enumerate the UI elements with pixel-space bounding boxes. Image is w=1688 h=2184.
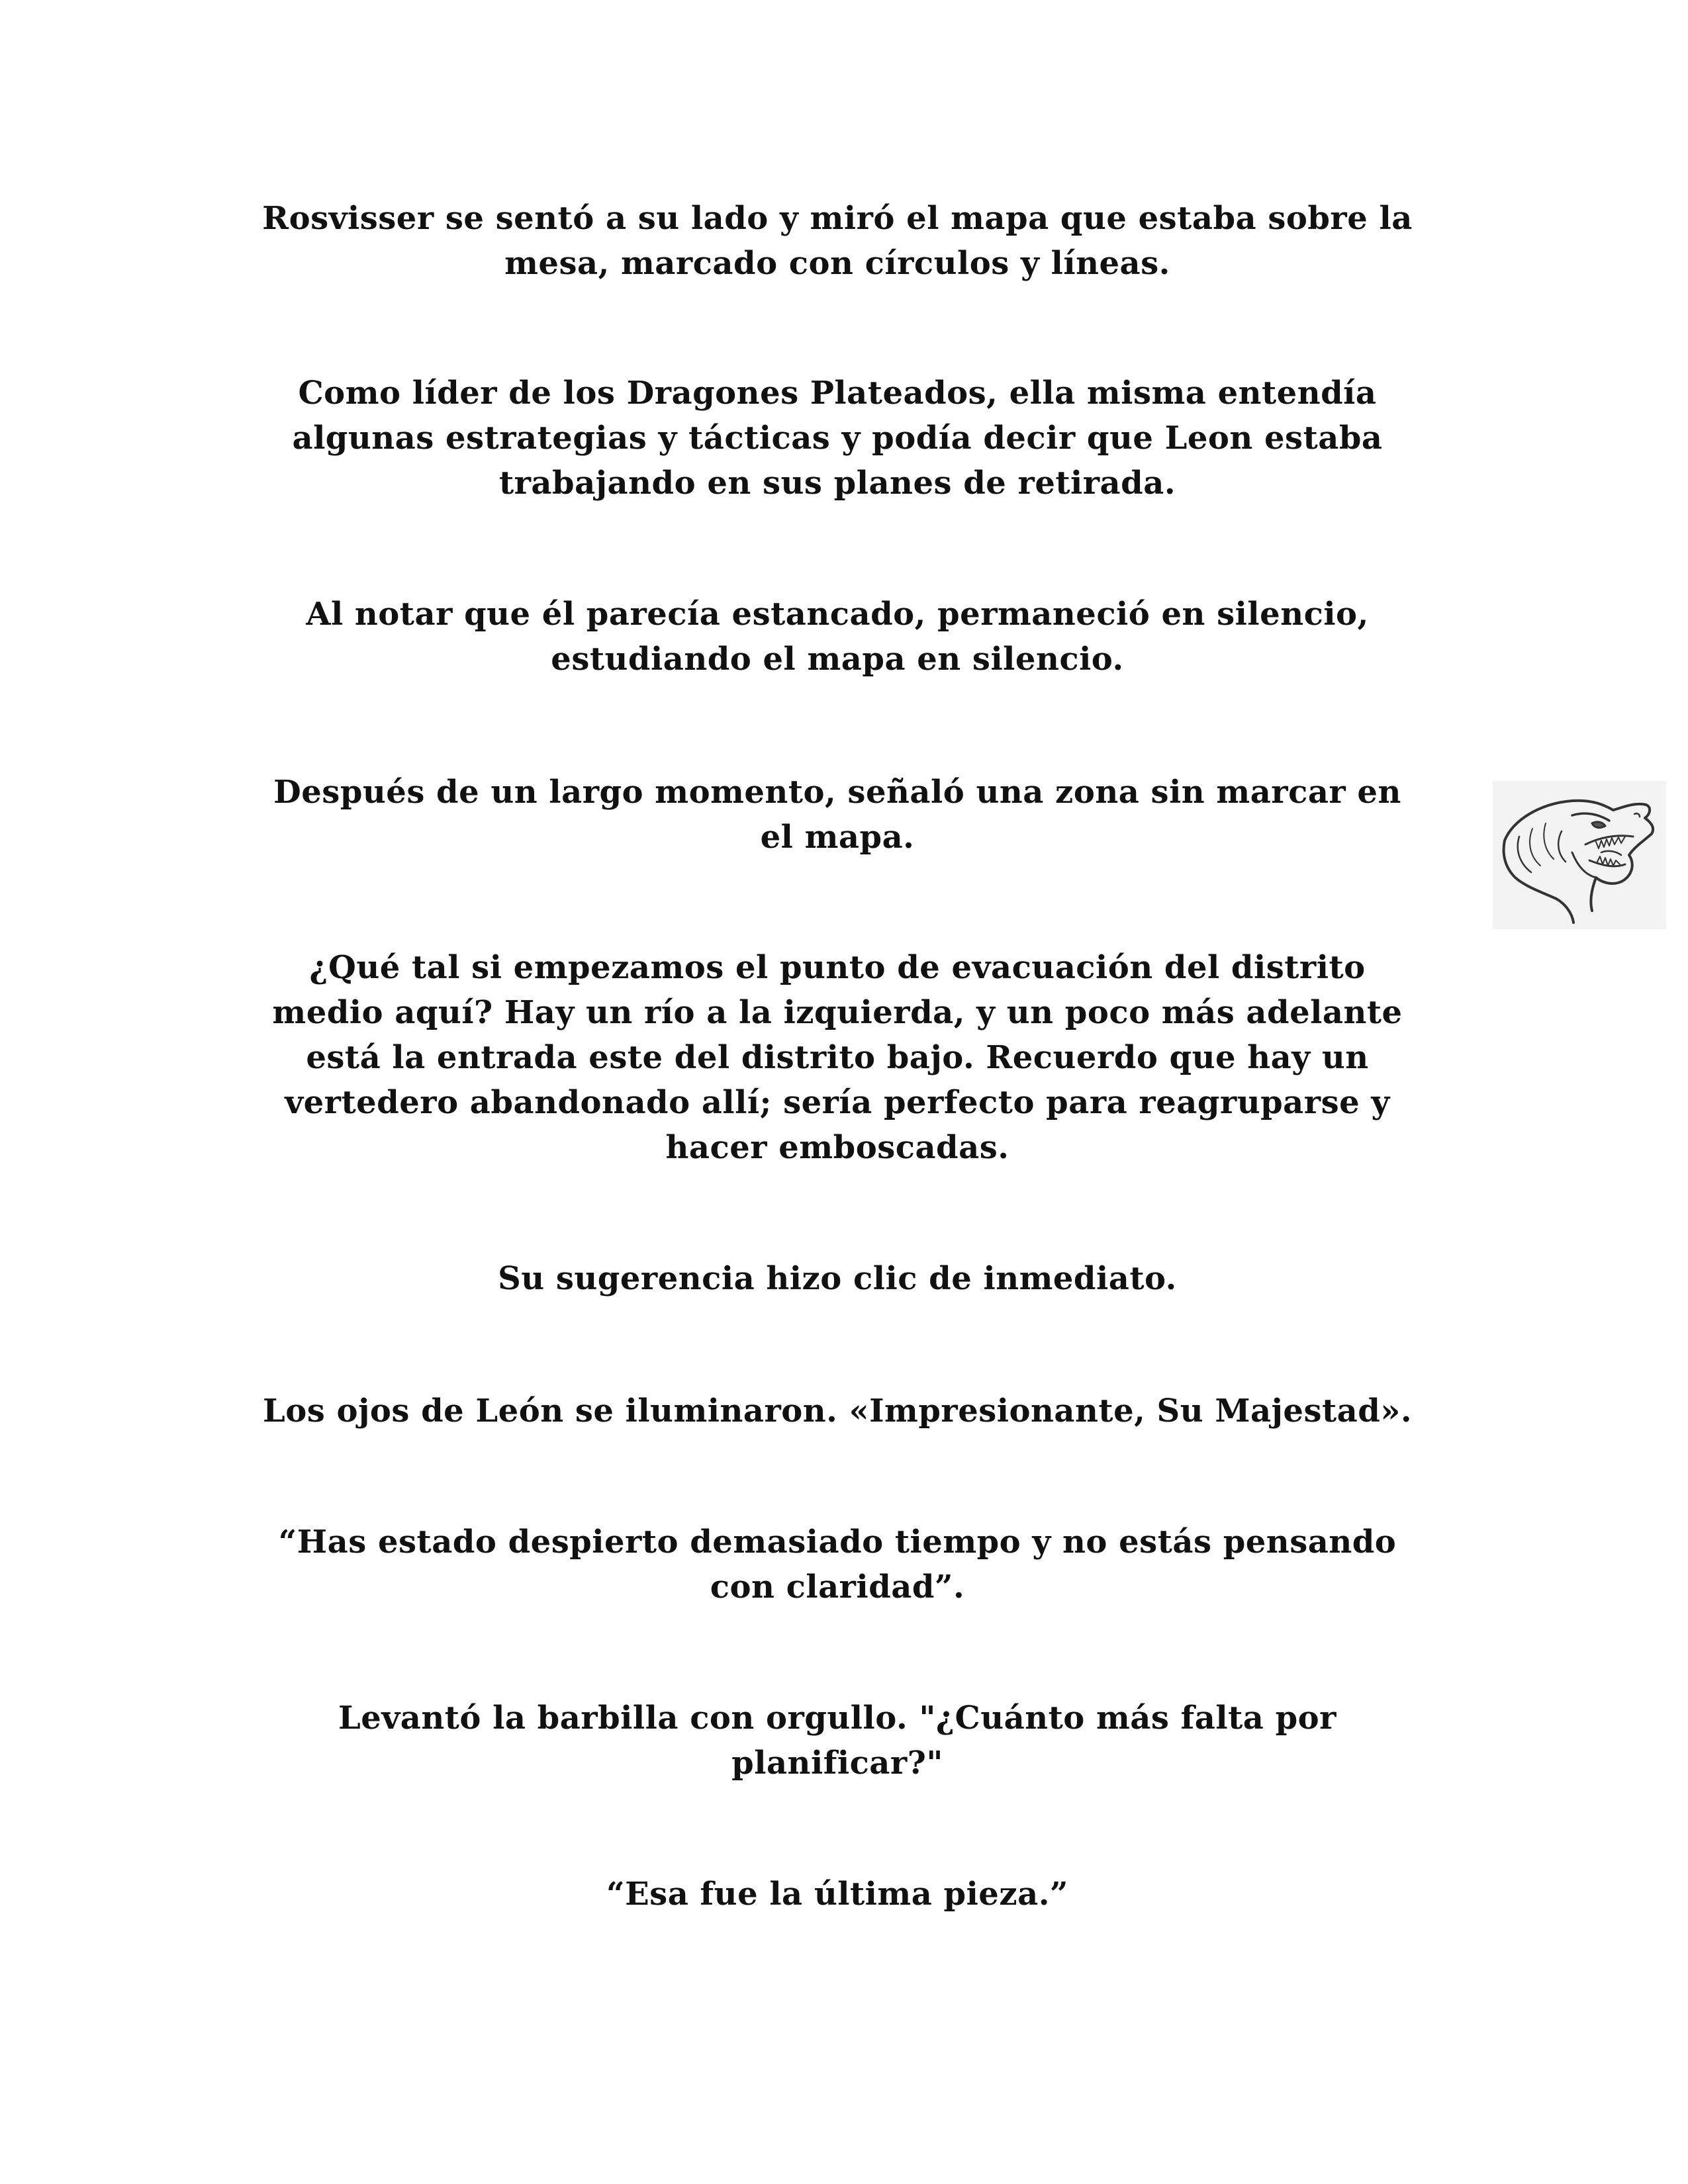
paragraph-line: con claridad”. (710, 1569, 965, 1606)
paragraph-line: está la entrada este del distrito bajo. Recuerdo que hay un (306, 1039, 1369, 1076)
paragraph-line: vertedero abandonado allí; sería perfecto para reagruparse y (285, 1084, 1390, 1121)
paragraph-line: ¿Qué tal si empezamos el punto de evacuación del distrito (309, 949, 1366, 986)
paragraph-line: Al notar que él parecía estancado, permaneció en silencio, (306, 596, 1369, 633)
paragraph-line: Su sugerencia hizo clic de inmediato. (498, 1260, 1177, 1297)
dragon-head-sketch-icon (1493, 781, 1666, 929)
paragraph-line: Levantó la barbilla con orgullo. "¿Cuánto más falta por (338, 1700, 1336, 1737)
paragraph-line: trabajando en sus planes de retirada. (498, 465, 1176, 502)
paragraph-2 (199, 371, 1476, 506)
paragraph-line: estudiando el mapa en silencio. (551, 641, 1124, 678)
paragraph-line: Como líder de los Dragones Plateados, ella misma entendía (298, 375, 1377, 412)
paragraph-line: mesa, marcado con círculos y líneas. (504, 245, 1170, 282)
paragraph-line: Después de un largo momento, señaló una zona sin marcar en (273, 774, 1401, 811)
paragraph-line: algunas estrategias y tácticas y podía decir que Leon estaba (292, 420, 1383, 457)
paragraph-8 (199, 1520, 1476, 1610)
paragraph-line: “Esa fue la última pieza.” (606, 1876, 1069, 1913)
paragraph-line: Los ojos de León se iluminaron. «Impresionante, Su Majestad». (262, 1392, 1413, 1430)
paragraph-line: hacer emboscadas. (665, 1129, 1009, 1166)
paragraph-line: el mapa. (760, 819, 915, 856)
paragraph-1 (199, 196, 1476, 286)
paragraph-line: Rosvisser se sentó a su lado y miró el mapa que estaba sobre la (262, 200, 1413, 237)
paragraph-line: medio aquí? Hay un río a la izquierda, y un poco más adelante (272, 994, 1403, 1031)
paragraph-5 (199, 945, 1476, 1170)
paragraph-4 (199, 770, 1476, 860)
paragraph-line: “Has estado despierto demasiado tiempo y no estás pensando (278, 1524, 1397, 1561)
paragraph-7 (199, 1388, 1476, 1433)
paragraph-10 (199, 1872, 1476, 1917)
paragraph-6 (199, 1256, 1476, 1301)
paragraph-9 (199, 1696, 1476, 1786)
paragraph-3 (199, 592, 1476, 682)
paragraph-line: planificar?" (731, 1745, 943, 1782)
